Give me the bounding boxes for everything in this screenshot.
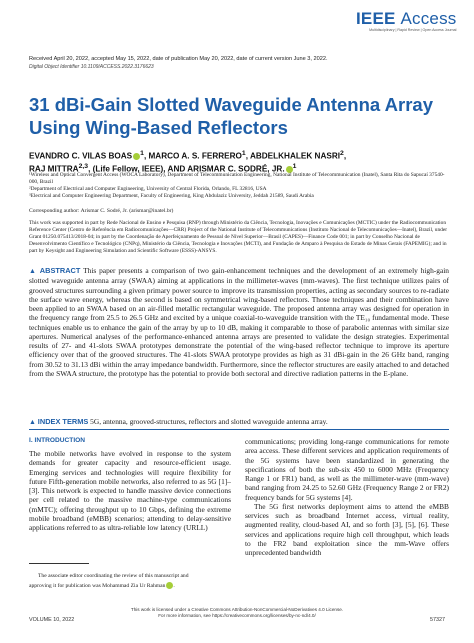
- intro-paragraph-1: The mobile networks have evolved in response to the system demands for greater capacity and resource-efficient usage. Emerging services and technologies will require flexibility for future Fifth-generation mobile networks, also referred to as 5G [1]–[3]. This network is expected to handle massive device connections per cell related to the massive machine-type communications (mMTC); offering throughput up to 10 Gbps, defining the extreme mobile broadband (eMBB) scenarios; attending to delay-sensitive applications referred to as ultra-reliable low latency (URLL): [29, 449, 231, 533]
- triangle-bullet-icon: ▲: [29, 418, 36, 426]
- left-column: [29, 437, 231, 532]
- license-line-2[interactable]: For more information, see https://creativecommons.org/licenses/by-nc-nd/4.0/: [158, 613, 316, 618]
- logo-wordmark: IEEE Access: [356, 9, 457, 28]
- authors-line-2: RAJ MITTRA$^{2,3}$, (Life Fellow, IEEE), AND ARISMAR C. SODRÉ, JR. $^1$: [29, 163, 297, 174]
- logo-tagline: Multidisciplinary | Rapid Review | Open Access Journal: [369, 28, 457, 32]
- doi-line: Digital Object Identifier 10.1109/ACCESS.2022.3176623: [29, 64, 154, 70]
- license-line-1: This work is licensed under a Creative Commons Attribution-NonCommercial-NoDerivatives 4.0 License.: [130, 607, 344, 612]
- editor-footnote: [29, 571, 231, 591]
- affiliation-1: ¹Wireless and Optical Convergent Access (WOCA Laboratory), Department of Telecommunication Engineering, National Institute of Telecommunication (Inatel), Santa Rita do Sapucaí 37540-000, Brazil: [29, 172, 445, 185]
- index-terms-text: 5G, antenna, grooved-structures, reflectors and slotted waveguide antenna array.: [90, 417, 328, 426]
- affiliation-3: ³Electrical and Computer Engineering Department, Faculty of Engineering, King Abdulaziz University, Jeddah 21589, Saudi Arabia: [29, 192, 314, 199]
- journal-logo: [356, 10, 456, 32]
- footnote-line-2: approving it for publication was Mohammad Zia Ur Rahman .: [29, 583, 175, 589]
- abstract: [29, 266, 449, 378]
- page-number: 57327: [430, 617, 445, 623]
- paper-title: [29, 93, 449, 139]
- orcid-icon[interactable]: [166, 582, 173, 589]
- intro-paragraph-2: communications; providing long-range communications for remote area access. These different services and application requirements of the 5G systems have been standardized in generating the specifications of both the sub-six 450 to 6000 MHz (Frequency Range 1 or FR1) band, as well as the millimeter-wave (mm-wave) band ranging from 24.25 to 52.60 GHz (Frequency Range 2 or FR2) frequency bands for 5G systems [4].: [245, 437, 449, 502]
- abstract-label: ABSTRACT: [39, 266, 81, 275]
- publication-dates: [29, 55, 449, 71]
- footnote-divider: [29, 563, 89, 564]
- section-heading: I. INTRODUCTION: [29, 437, 86, 444]
- right-column: [245, 437, 449, 557]
- volume-label: VOLUME 10, 2022: [29, 617, 75, 623]
- funding-statement: This work was supported in part by Rede Nacional de Ensino e Pesquisa (RNP) through Ministério da Ciência, Tecnologia, Inovações e Comunicações (MCTIC) under the Radiocommunication Reference Center (Centro de Referência em Radiocomunicações—CRR) Project of the National Institute of Telecommunications (Instituto Nacional de Telecomunicações—Inatel), Brazil, under Grant 01250.075413/2018-04; in part by the Coordenação de Aperfeiçoamento de Pessoal de Nível Superior—Brasil (CAPES)—Finance Code 001; in part by Conselho Nacional de Desenvolvimento Científico e Tecnológico (CNPq), Ministério da Ciência, Tecnologia e Inovações (MCTI), and Fundação de Amparo à Pesquisa do Estado de Minas Gerais (FAPEMIG); and in part by Keysight and Engineering Simulation and Scientific Software (ESSS)-ANSYS.: [29, 220, 448, 254]
- affiliation-2: ²Department of Electrical and Computer Engineering, University of Central Florida, Orlando, FL 32816, USA: [29, 185, 267, 192]
- authors-line-1: EVANDRO C. VILAS BOAS $^1$, MARCO A. S. FERRERO$^1$, ABDELKHALEK NASRI$^2$,: [29, 150, 347, 161]
- section-divider: [29, 429, 449, 430]
- intro-paragraph-3: The 5G first networks deployment aims to attend the eMBB services such as broadband Internet access, virtual reality, augmented reality, cloud-based AI, and so forth [3], [5], [6]. These services and applications require high cell throughput, which leads to the FR2 band exploitation since the mm-Wave offers unprecedented bandwidth: [245, 501, 449, 558]
- title-line-2: Using Wing-Based Reflectors: [29, 117, 288, 138]
- footnote-line-1: The associate editor coordinating the review of this manuscript and: [38, 573, 189, 579]
- index-terms: [29, 417, 449, 427]
- dates-line: Received April 20, 2022, accepted May 15, 2022, date of publication May 20, 2022, date of current version June 3, 2022.: [29, 56, 328, 62]
- abstract-text: This paper presents a comparison of two gain-enhancement techniques and the development of an extremely high-gain slotted waveguide antenna array (SWAA) aiming at applications in the millimeter-waves (mm-waves). The first technique utilizes pairs of grooved structures surrounding a given primary power source to improve its transmission properties, acting as secondary sources to re-radiate the surface wave energy, whereas the second is based on symmetrical wing-based reflectors. Those techniques and their combination have been applied to an SWAA based on an air-filled metallic rectangular waveguide. The proposed antenna array was designed for operation in the frequency range from 25.5 to 26.5 GHz and excited by a unique coaxial-to-waveguide transition with the TE₁₀ fundamental mode. These techniques enable us to enhance the gain of the array by up to 10 dB, making it comparable to those of parabolic antennas with similar size apertures. Numerical analyses of the performance-enhanced antenna arrays are presented to validate the design strategies. Experimental results of 27- and 41-slots SWAA prototypes demonstrate the potential of the wing-based reflector technique to improve its aperture efficiency over that of the grooved structures. The 41-slots SWAA prototype provides as high as 31 dBi-gain in the 26 GHz band, ranging from 30.52 to 31.13 dBi within the array impedance bandwidth. Furthermore, since the reflector structures are easily attached to and detached from the SWAA structure, the prototype has the potential to provide both sectoral and directive radiation patterns in the E-plane.: [29, 266, 449, 378]
- index-terms-label: INDEX TERMS: [37, 417, 89, 426]
- title-line-1: 31 dBi-Gain Slotted Waveguide Antenna Array: [29, 94, 433, 115]
- corresponding-author: Corresponding author: Arismar C. Sodré, Jr. (arismar@inatel.br): [29, 208, 174, 214]
- triangle-bullet-icon: ▲: [29, 267, 37, 275]
- affiliations: [29, 172, 449, 200]
